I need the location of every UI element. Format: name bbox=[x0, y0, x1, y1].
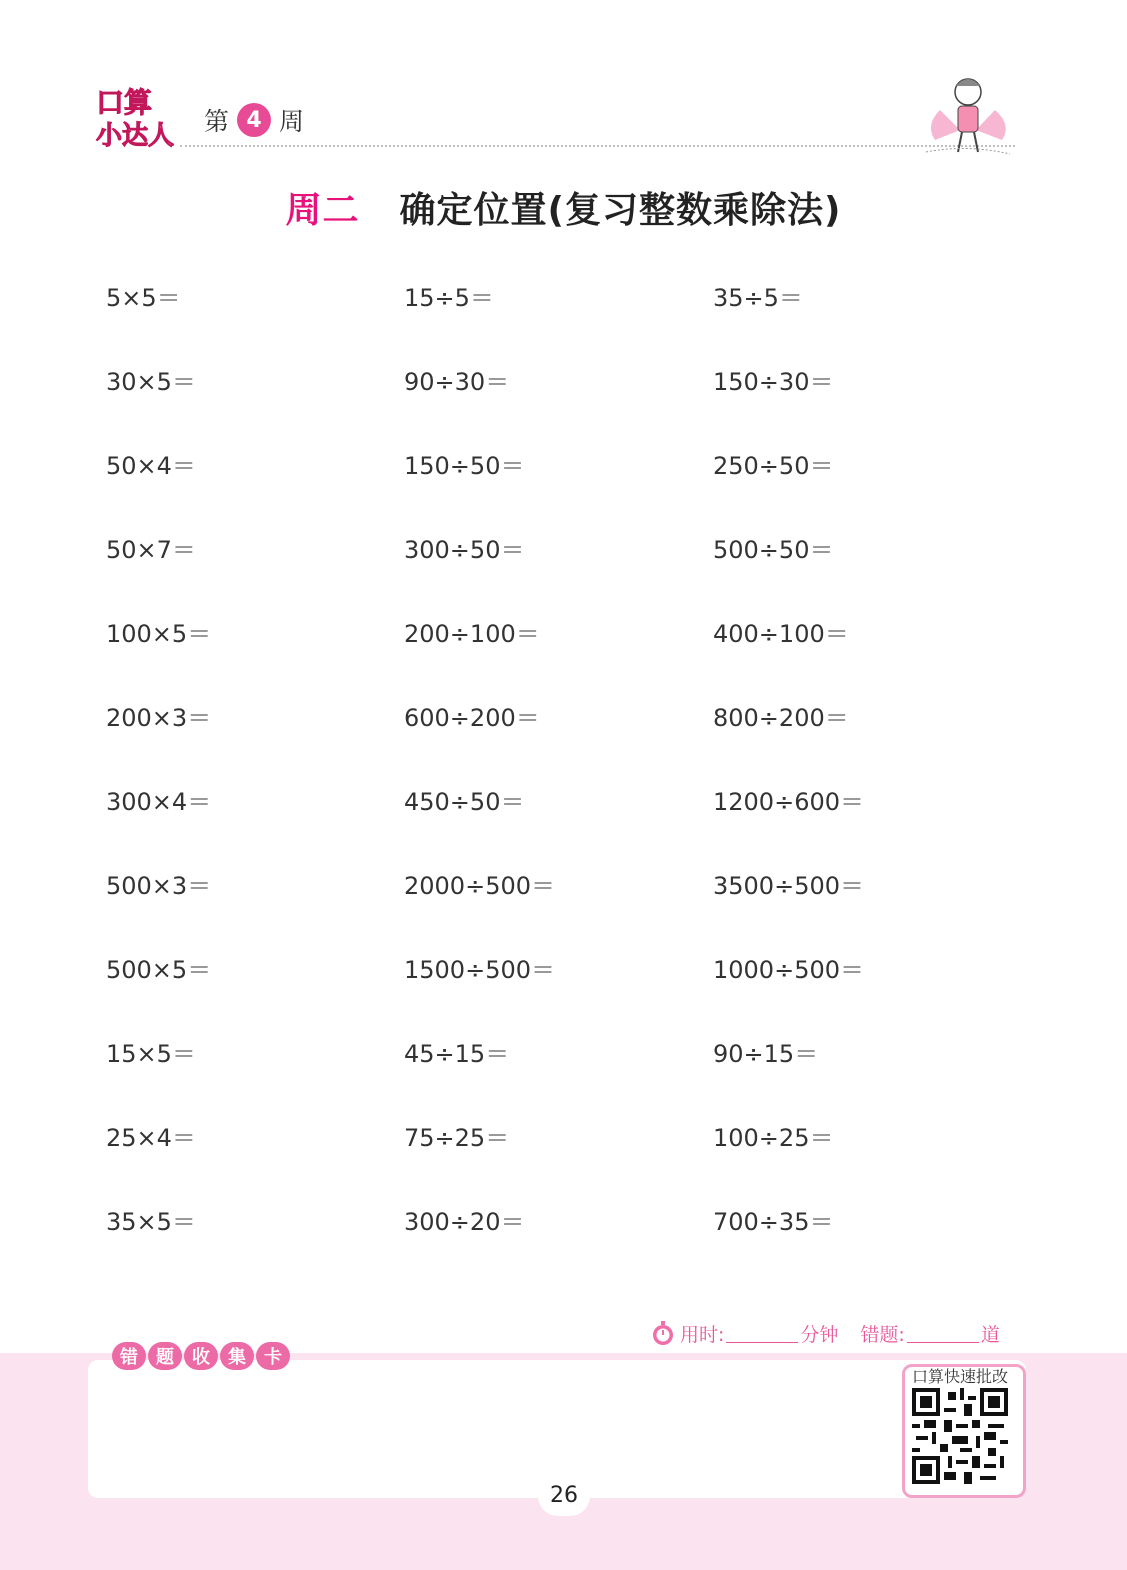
problem-item: 300÷50＝ bbox=[404, 536, 525, 564]
week-number: 4 bbox=[237, 103, 271, 137]
problem-row bbox=[106, 694, 1006, 778]
errors-blank[interactable] bbox=[907, 1324, 979, 1343]
problem-item: 300÷20＝ bbox=[404, 1208, 525, 1236]
card-label-char: 卡 bbox=[256, 1342, 290, 1370]
title-day: 周二 bbox=[285, 190, 360, 231]
problem-item: 2000÷500＝ bbox=[404, 872, 555, 900]
problem-item: 1200÷600＝ bbox=[713, 788, 864, 816]
problem-item: 250÷50＝ bbox=[713, 452, 834, 480]
time-unit: 分钟 bbox=[800, 1323, 839, 1346]
logo-text-line2: 小达人 bbox=[96, 121, 175, 151]
problem-item: 25×4＝ bbox=[106, 1124, 196, 1152]
problem-row bbox=[106, 1030, 1006, 1114]
errors-unit: 道 bbox=[980, 1323, 1000, 1346]
problem-row bbox=[106, 358, 1006, 442]
problem-item: 15×5＝ bbox=[106, 1040, 196, 1068]
problem-item: 1500÷500＝ bbox=[404, 956, 555, 984]
problem-item: 150÷50＝ bbox=[404, 452, 525, 480]
problem-item: 35×5＝ bbox=[106, 1208, 196, 1236]
problem-item: 600÷200＝ bbox=[404, 704, 540, 732]
header-divider bbox=[180, 145, 1015, 147]
problem-item: 150÷30＝ bbox=[713, 368, 834, 396]
card-label-char: 收 bbox=[184, 1342, 218, 1370]
qr-label: 口算快速批改 bbox=[912, 1367, 1009, 1386]
stats-bar bbox=[650, 1318, 1000, 1348]
problem-item: 200÷100＝ bbox=[404, 620, 540, 648]
page-number: 26 bbox=[538, 1476, 590, 1516]
problem-item: 200×3＝ bbox=[106, 704, 212, 732]
mistake-card-label bbox=[112, 1342, 290, 1372]
card-label-char: 错 bbox=[112, 1342, 146, 1370]
problem-item: 90÷30＝ bbox=[404, 368, 510, 396]
problem-item: 5×5＝ bbox=[106, 284, 181, 312]
problem-grid bbox=[106, 274, 1006, 1282]
qr-code-icon[interactable] bbox=[912, 1388, 1008, 1484]
problem-row bbox=[106, 1198, 1006, 1282]
problem-row bbox=[106, 862, 1006, 946]
week-suffix: 周 bbox=[279, 107, 305, 136]
problem-item: 100÷25＝ bbox=[713, 1124, 834, 1152]
problem-item: 500÷50＝ bbox=[713, 536, 834, 564]
problem-item: 90÷15＝ bbox=[713, 1040, 819, 1068]
errors-label: 错题: bbox=[860, 1323, 905, 1346]
problem-item: 30×5＝ bbox=[106, 368, 196, 396]
week-indicator bbox=[204, 100, 304, 140]
problem-row bbox=[106, 274, 1006, 358]
problem-row bbox=[106, 946, 1006, 1030]
problem-item: 100×5＝ bbox=[106, 620, 212, 648]
problem-item: 500×5＝ bbox=[106, 956, 212, 984]
problem-row bbox=[106, 1114, 1006, 1198]
time-label: 用时: bbox=[680, 1323, 725, 1346]
problem-row bbox=[106, 610, 1006, 694]
time-blank[interactable] bbox=[726, 1324, 798, 1343]
problem-item: 35÷5＝ bbox=[713, 284, 803, 312]
problem-item: 400÷100＝ bbox=[713, 620, 849, 648]
card-label-char: 集 bbox=[220, 1342, 254, 1370]
problem-row bbox=[106, 442, 1006, 526]
problem-item: 15÷5＝ bbox=[404, 284, 494, 312]
problem-item: 300×4＝ bbox=[106, 788, 212, 816]
mascot-illustration bbox=[920, 70, 1015, 160]
card-label-char: 题 bbox=[148, 1342, 182, 1370]
week-prefix: 第 bbox=[204, 107, 230, 136]
problem-item: 45÷15＝ bbox=[404, 1040, 510, 1068]
problem-item: 1000÷500＝ bbox=[713, 956, 864, 984]
title-topic: 确定位置(复习整数乘除法) bbox=[399, 190, 842, 231]
stopwatch-icon bbox=[650, 1320, 676, 1346]
problem-item: 50×4＝ bbox=[106, 452, 196, 480]
brand-logo bbox=[92, 82, 184, 152]
logo-text-line1: 口算 bbox=[96, 86, 153, 119]
problem-item: 800÷200＝ bbox=[713, 704, 849, 732]
page-title bbox=[0, 182, 1127, 233]
problem-item: 700÷35＝ bbox=[713, 1208, 834, 1236]
problem-row bbox=[106, 778, 1006, 862]
problem-item: 75÷25＝ bbox=[404, 1124, 510, 1152]
problem-item: 450÷50＝ bbox=[404, 788, 525, 816]
problem-item: 3500÷500＝ bbox=[713, 872, 864, 900]
problem-item: 500×3＝ bbox=[106, 872, 212, 900]
problem-row bbox=[106, 526, 1006, 610]
problem-item: 50×7＝ bbox=[106, 536, 196, 564]
